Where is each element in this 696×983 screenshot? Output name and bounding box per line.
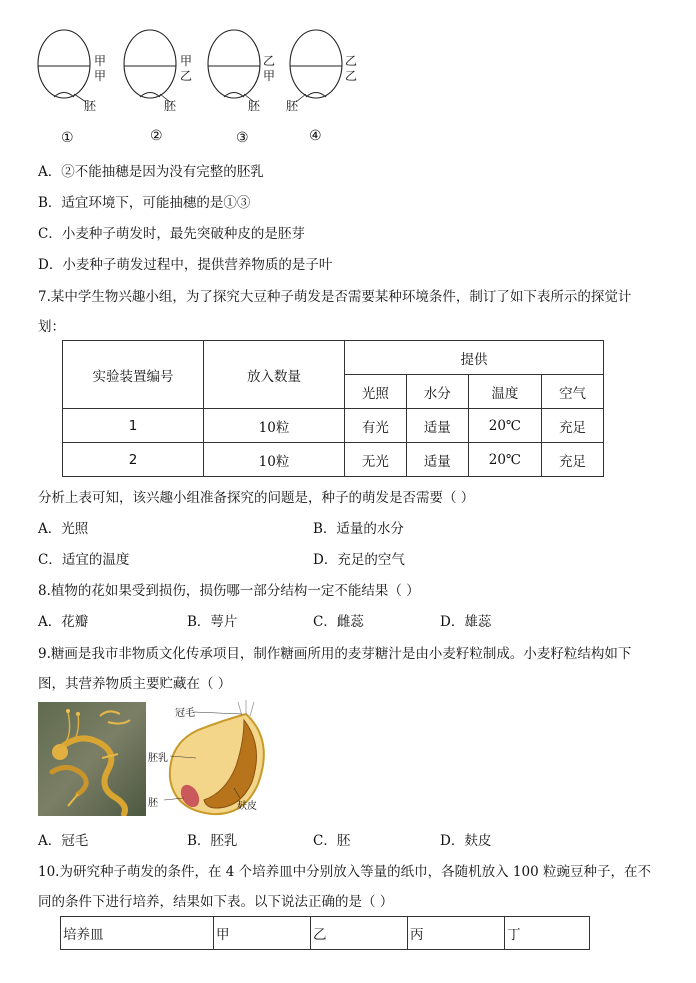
q6-option-b: B．适宜环境下，可能抽穗的是①③ [38,195,251,211]
q6-option-d: D．小麦种子萌发过程中，提供营养物质的是子叶 [38,257,333,273]
header-temperature: 温度 [468,375,541,409]
q9-option-b: B．胚乳 [187,833,238,849]
label-embryo: 胚 [148,798,158,809]
header-bing: 丙 [408,917,505,950]
header-dish: 培养皿 [61,917,214,950]
seed-3-number: ③ [236,130,249,146]
q7-option-a: A．光照 [38,521,89,537]
cell: 适量 [406,443,468,477]
q7-option-c: C．适宜的温度 [38,552,130,568]
q10-stem-line-1: 10.为研究种子萌发的条件，在 4 个培养皿中分别放入等量的纸巾，各随机放入 100 粒豌豆种子，在不 [38,864,651,880]
header-light: 光照 [345,375,407,409]
seed-4-top-label: 乙 [345,54,358,68]
seed-3-embryo-label: 胚 [248,99,261,113]
q8-stem: 8.植物的花如果受到损伤，损伤哪一部分结构一定不能结果（ ） [38,583,420,599]
q9-stem-line-2: 图，其营养物质主要贮藏在（ ） [38,676,232,692]
cell: 1 [63,409,204,443]
cell: 充足 [542,443,604,477]
seed-diagram-3 [208,30,260,102]
cell: 20℃ [468,409,541,443]
seed-2-bottom-label: 乙 [180,69,193,83]
seed-4-number: ④ [309,128,322,144]
header-ding: 丁 [505,917,590,950]
seed-4-bottom-label: 乙 [345,69,358,83]
cell: 2 [63,443,204,477]
seed-diagram-2 [124,30,176,102]
cell: 适量 [406,409,468,443]
label-hair: 冠毛 [175,708,195,719]
q7-option-b: B．适量的水分 [313,521,404,537]
cell: 充足 [542,409,604,443]
q10-culture-table [60,916,590,950]
header-water: 水分 [406,375,468,409]
header-provide: 提供 [345,341,604,375]
sugar-dragon-photo [38,702,146,816]
q6-option-a: A．②不能抽穗是因为没有完整的胚乳 [38,164,264,180]
q7-stem-line-1: 7.某中学生物兴趣小组，为了探究大豆种子萌发是否需要某种环境条件，制订了如下表所示的探觉计 [38,289,632,305]
table-header-row [61,917,590,950]
cell: 10粒 [204,443,345,477]
seed-diagram-4 [290,30,342,102]
seed-diagrams [30,28,370,118]
seed-2-number: ② [150,128,163,144]
seed-1-embryo-label: 胚 [84,99,97,113]
cell: 10粒 [204,409,345,443]
seed-1-bottom-label: 甲 [94,69,107,83]
seed-2-top-label: 甲 [180,54,193,68]
seed-1-number: ① [61,130,74,146]
header-yi: 乙 [311,917,408,950]
q8-option-c: C．雌蕊 [313,614,364,630]
q8-option-b: B．萼片 [187,614,238,630]
q7-option-d: D．充足的空气 [313,552,405,568]
seed-2-embryo-label: 胚 [164,99,177,113]
header-air: 空气 [542,375,604,409]
table-row [63,409,604,443]
q9-stem-line-1: 9.糖画是我市非物质文化传承项目，制作糖画所用的麦芽糖汁是由小麦籽粒制成。小麦籽粒结构如下 [38,646,632,662]
q7-stem-line-2: 划： [38,319,65,335]
cell: 无光 [345,443,407,477]
header-count: 放入数量 [204,341,345,409]
cell: 有光 [345,409,407,443]
table-row [63,443,604,477]
seed-3-bottom-label: 甲 [263,69,276,83]
q8-option-a: A．花瓣 [38,614,89,630]
label-endosperm: 胚乳 [148,753,168,764]
seed-1-top-label: 甲 [94,54,107,68]
header-jia: 甲 [214,917,311,950]
seed-4-embryo-label: 胚 [286,99,299,113]
header-device-id: 实验装置编号 [63,341,204,409]
seed-diagram-1 [38,30,90,102]
q9-option-c: C．胚 [313,833,351,849]
cell: 20℃ [468,443,541,477]
q7-question: 分析上表可知，该兴趣小组准备探究的问题是，种子的萌发是否需要（ ） [38,490,475,506]
label-bran: 麸皮 [237,801,257,812]
q10-stem-line-2: 同的条件下进行培养，结果如下表。以下说法正确的是（ ） [38,894,394,910]
q9-option-d: D．麸皮 [440,833,492,849]
q7-experiment-table [62,340,604,477]
q9-option-a: A．冠毛 [38,833,89,849]
seed-3-top-label: 乙 [263,54,276,68]
q8-option-d: D．雄蕊 [440,614,492,630]
q6-option-c: C．小麦种子萌发时，最先突破种皮的是胚芽 [38,226,305,242]
